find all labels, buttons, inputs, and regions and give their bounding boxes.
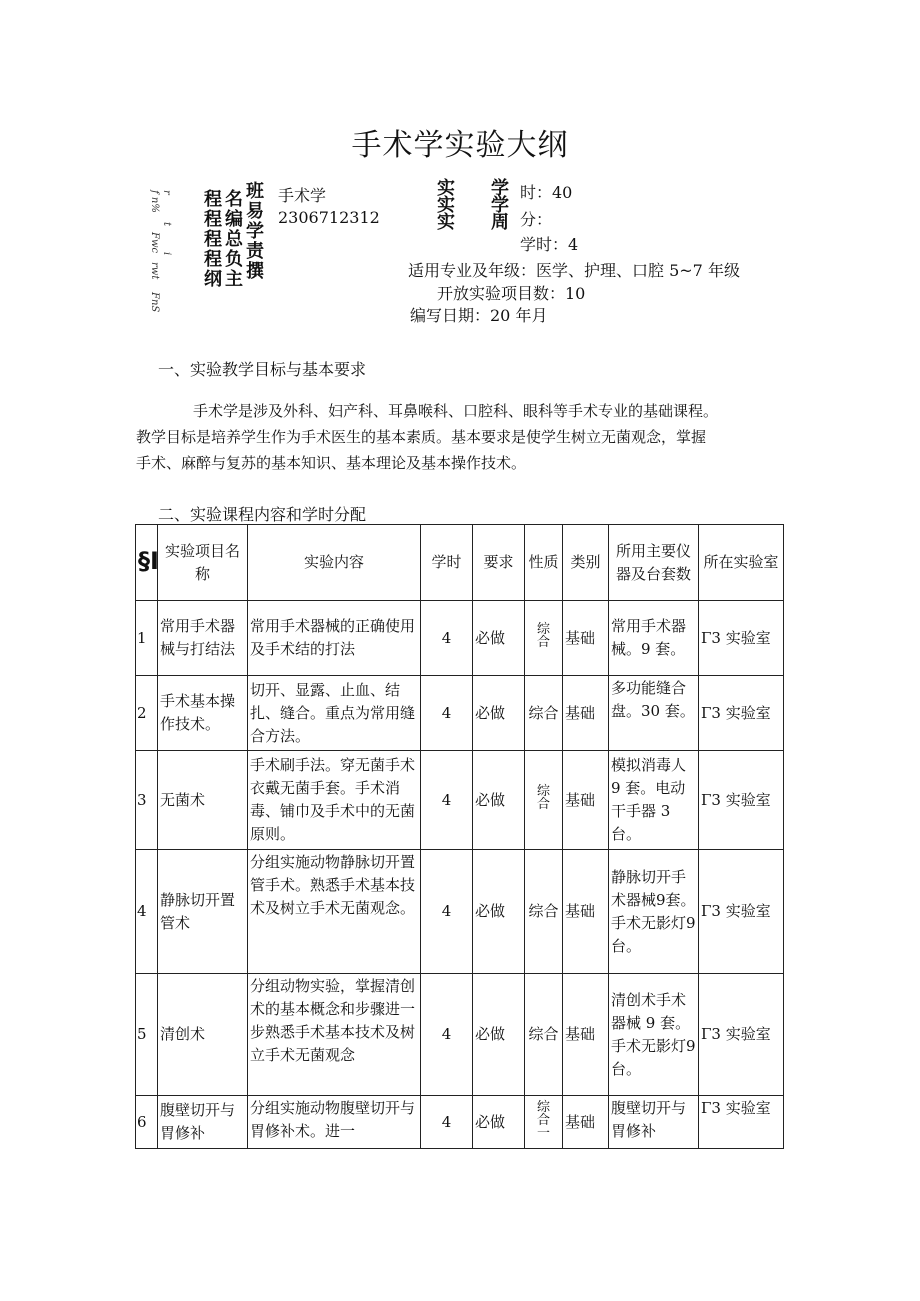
cell-no: 4 [136, 850, 158, 974]
rotated-scan-labels [148, 182, 198, 312]
cell-equipment: 清创术手术器械 9 套。手术无影灯9 台。 [609, 974, 699, 1096]
cell-req: 必做 [473, 1096, 525, 1149]
info-char: 总 [225, 229, 243, 250]
cell-lab: Γ3 实验室 [699, 751, 784, 850]
info-column-3 [245, 182, 265, 282]
cell-name: 静脉切开置管术 [158, 850, 248, 974]
info-char: 程 [204, 209, 222, 230]
cell-no: 6 [136, 1096, 158, 1149]
paragraph-line: 手术学是涉及外科、妇产科、耳鼻喉科、口腔科、眼科等手术专业的基础课程。 [193, 402, 719, 420]
rotated-label: Fwc [149, 232, 160, 254]
header-hours: 学时 [421, 525, 473, 601]
cell-hours: 4 [421, 1096, 473, 1149]
cell-no: 5 [136, 974, 158, 1096]
rotated-label: r [161, 190, 172, 195]
table-header-row [136, 525, 784, 601]
page-title: 手术学实验大纲 [351, 128, 569, 163]
cell-category: 基础 [563, 1096, 609, 1149]
info-char: 负 [225, 249, 243, 270]
cell-content: 分组实施动物腹壁切开与胃修补术。进一 [248, 1096, 421, 1149]
info-char: 学 [491, 195, 509, 216]
shi-column [436, 180, 456, 231]
rotated-label: i [161, 252, 172, 256]
open-projects-label: 开放实验项目数：10 [437, 284, 586, 303]
hours-label: 时：40 [520, 183, 573, 202]
xue-column [490, 180, 510, 231]
table-row [136, 850, 784, 974]
info-char: 纲 [204, 269, 222, 290]
rotated-label: FnS [149, 292, 160, 313]
cell-nature [525, 1096, 563, 1149]
cell-nature [525, 751, 563, 850]
table-row [136, 601, 784, 676]
credits-label: 分： [520, 210, 553, 229]
cell-name: 手术基本操作技术。 [158, 676, 248, 751]
table-row [136, 974, 784, 1096]
nature-text: 综合一 [536, 1099, 550, 1141]
header-nature: 性质 [525, 525, 563, 601]
cell-category: 基础 [563, 974, 609, 1096]
info-char: 程 [204, 189, 222, 210]
info-char: 主 [225, 269, 243, 290]
cell-hours: 4 [421, 974, 473, 1096]
cell-equipment: 多功能缝合盘。30 套。 [609, 676, 699, 751]
cell-name: 无菌术 [158, 751, 248, 850]
cell-name: 清创术 [158, 974, 248, 1096]
info-char: 周 [491, 212, 509, 233]
table-row [136, 751, 784, 850]
cell-equipment: 静脉切开手术器械9套。手术无影灯9 台。 [609, 850, 699, 974]
cell-category: 基础 [563, 751, 609, 850]
cell-category: 基础 [563, 601, 609, 676]
rotated-label: rwt [149, 262, 160, 280]
nature-text: 综合 [536, 622, 550, 650]
cell-lab: Γ3 实验室 [699, 1096, 784, 1149]
written-date-label: 编写日期：20 年月 [410, 306, 548, 325]
section1-title: 一、实验教学目标与基本要求 [158, 360, 367, 379]
cell-category: 基础 [563, 676, 609, 751]
info-column-2 [224, 190, 244, 290]
info-char: 实 [437, 178, 455, 199]
cell-req: 必做 [473, 974, 525, 1096]
cell-equipment: 常用手术器械。9 套。 [609, 601, 699, 676]
cell-hours: 4 [421, 676, 473, 751]
section2-title: 二、实验课程内容和学时分配 [158, 505, 367, 524]
header-category: 类别 [563, 525, 609, 601]
cell-nature: 综合 [525, 676, 563, 751]
header-equipment: 所用主要仪器及台套数 [609, 525, 699, 601]
header-name: 实验项目名称 [158, 525, 248, 601]
cell-lab: Γ3 实验室 [699, 850, 784, 974]
cell-equipment: 模拟消毒人 9 套。电动干手器 3 台。 [609, 751, 699, 850]
cell-req: 必做 [473, 751, 525, 850]
experiment-table [135, 524, 784, 1149]
cell-nature: 综合 [525, 850, 563, 974]
cell-lab: Γ3 实验室 [699, 676, 784, 751]
cell-content: 切开、显露、止血、结扎、缝合。重点为常用缝合方法。 [248, 676, 421, 751]
info-char: 实 [437, 212, 455, 233]
info-char: 编 [225, 209, 243, 230]
cell-lab: Γ3 实验室 [699, 601, 784, 676]
cell-no: 2 [136, 676, 158, 751]
cell-req: 必做 [473, 601, 525, 676]
info-char: 撰 [246, 261, 264, 282]
cell-nature [525, 601, 563, 676]
rotated-label: t [161, 222, 172, 227]
cell-req: 必做 [473, 850, 525, 974]
info-char: 名 [225, 189, 243, 210]
course-name: 手术学 [278, 186, 327, 205]
cell-content: 手术刷手法。穿无菌手术衣戴无菌手套。手术消毒、铺巾及手术中的无菌原则。 [248, 751, 421, 850]
cell-no: 1 [136, 601, 158, 676]
cell-lab: Γ3 实验室 [699, 974, 784, 1096]
cell-no: 3 [136, 751, 158, 850]
cell-content: 分组动物实验，掌握清创术的基本概念和步骤进一步熟悉手术基本技术及树立手术无菌观念 [248, 974, 421, 1096]
cell-hours: 4 [421, 751, 473, 850]
info-char: 学 [491, 178, 509, 199]
info-char: 班 [246, 181, 264, 202]
header-lab: 所在实验室 [699, 525, 784, 601]
info-char: 程 [204, 249, 222, 270]
paragraph-line: 教学目标是培养学生作为手术医生的基本素质。基本要求是使学生树立无菌观念，掌握 [136, 428, 707, 446]
table-row [136, 676, 784, 751]
info-char: 学 [246, 221, 264, 242]
header-seq-text: §I [138, 546, 159, 575]
paragraph-line: 手术、麻醉与复苏的基本知识、基本理论及基本操作技术。 [136, 454, 527, 472]
cell-name: 常用手术器械与打结法 [158, 601, 248, 676]
cell-content: 分组实施动物静脉切开置管手术。熟悉手术基本技术及树立手术无菌观念。 [248, 850, 421, 974]
nature-text: 综合 [536, 784, 550, 812]
info-char: 程 [204, 229, 222, 250]
header-seq [136, 525, 158, 601]
cell-hours: 4 [421, 850, 473, 974]
cell-nature: 综合 [525, 974, 563, 1096]
cell-category: 基础 [563, 850, 609, 974]
info-char: 易 [246, 201, 264, 222]
info-char: 责 [246, 241, 264, 262]
week-hours-label: 学时：4 [520, 235, 579, 254]
course-code: 2306712312 [278, 208, 380, 227]
info-column-1 [203, 190, 223, 290]
cell-req: 必做 [473, 676, 525, 751]
majors-label: 适用专业及年级：医学、护理、口腔 5~7 年级 [408, 261, 740, 280]
cell-content: 常用手术器械的正确使用及手术结的打法 [248, 601, 421, 676]
cell-equipment: 腹壁切开与胃修补 [609, 1096, 699, 1149]
rotated-label: f n% [149, 190, 160, 213]
header-req: 要求 [473, 525, 525, 601]
cell-name: 腹壁切开与胃修补 [158, 1096, 248, 1149]
table-row [136, 1096, 784, 1149]
section1-paragraph [136, 398, 796, 476]
header-content: 实验内容 [248, 525, 421, 601]
cell-hours: 4 [421, 601, 473, 676]
info-char: 实 [437, 195, 455, 216]
